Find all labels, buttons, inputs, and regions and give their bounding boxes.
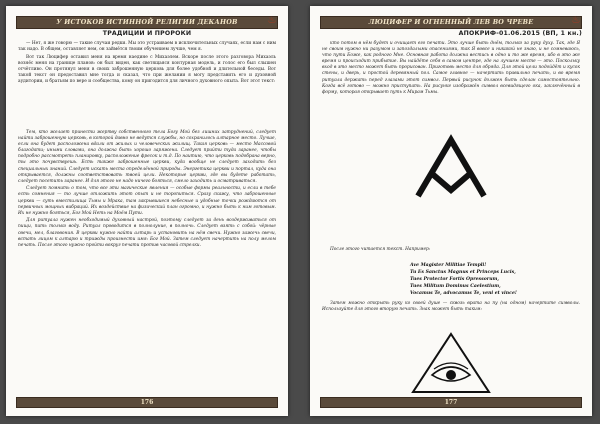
all-seeing-eye-icon [410,331,492,395]
paragraph: Вот так Люцифер оставил меня на время наедине с Михаэлем. Вскоре после этого разговора Михаэль вознёс меня на границе планов: он был виден, как светящаяся контурная модель, и голос его был слышен отчётливо. Он протянул меня в своих заброшенную церковь для более удобной и длительной беседы. Вот такой текст он предоставил мне тогда и сказал, что при желании я могу представить его и духовной аудитории, и братьям по вере и сообщества, кому он пригодится для личного духовного опыта. Вот этот текст: [18,54,276,85]
incantation-line: Ave Magister Militiae Templi! [410,263,487,268]
paragraph: — Нет, я же говорю — такие случаи редки. Мы это устраиваем в исключительных случаях, если нам с ним так надо. В общем, оставляет нем, он займётся твоим обучением лучше, чем я. [18,41,276,53]
right-page-number: 177 [320,397,582,408]
incantation-line: Tu Es Sanctus Magnus et Princeps Lucis, [410,270,516,275]
flame-icon: ♨ [571,15,581,26]
incantation-list [410,262,580,297]
incantation-line: Tues Protector Fortis Opressorum, [410,277,499,282]
left-page-number: 176 [16,397,278,408]
right-top-text [322,41,580,97]
left-page [6,6,288,416]
flame-icon: ♨ [267,15,277,26]
right-subtitle: АПОКРИФ-01.06.2015 (ВП, 1 кн.) [458,30,582,37]
paragraph: После этого читается текст. Например: [330,247,431,252]
right-middle-text [322,247,580,255]
left-header-title: У ИСТОКОВ ИСТИННОЙ РЕЛИГИИ ДЕКАНОВ [16,16,278,29]
right-bottom-text [322,301,580,315]
left-intro-text [18,41,276,87]
paragraph: Затем можно открыть руку ко своей душе — сквозь врата на пу (на одном) начертите символы. Используйте для этого вторую печать. Знак может быть таким: [322,301,580,313]
right-header-title: ЛЮЦИФЕР И ОГНЕННЫЙ ЛЕВ ВО ЧРЕВЕ [320,16,582,29]
left-subtitle: ТРАДИЦИИ И ПРОРОКИ [102,30,192,37]
paragraph: Для ритуала нужен необходимый духовный настрой, поэтому следует за день воздерживаться от пищи, пить только воду. Ритуал проводится в полнолуние, в полночь. Следует взять с собой: чёрные свечи, мел, благовония. В церкви нужно найти алтарь и установить на нём свечи. Нужно зажечь свечи, встать лицом к алтарю и трижды произнести имя: Бог Мой. Затем следует начертить на полу мелом печать. После этого нужно пройти вокруг печати против часовой стрелки. [18,218,276,248]
incantation-line: Vocamus Te, advocamus Te, veni et vince! [410,291,517,296]
sigil-symbol-icon [410,132,492,202]
incantation-line: Tues Militum Dominus Caelestium, [410,284,501,289]
paragraph: Тем, кто желает принести жертву собственного тела Богу Мой без лишних затруднений, следует найти заброшенную церковь, в которой давно не ведутся службы, но сохранилось алтарное место. Лучше, если она будет расположена вдали от жилых и человеческих жилищ. Такая церковь — место Массовой благодати; иными словами, она должна быть хорошо заряжена. Следует прийти туда заранее, чтобы подробно рассмотреть планировку, расположение фресок и т.д. По наитию, что церковь подобрана верно, ты это почувствуешь. Есть также заброшенные церкви, куда вообще не следует заходить без специальных знаний. Следует искать места определённой природы. Энергетика церкви и портал, куда она открывается, должны соответствовать твоей цели. Некоторые церкви, где вы будете работать, следует посетить заранее. И для этого не надо ничего бояться, смело заходить и осматриваться. [18,130,276,184]
right-page [310,6,592,416]
paragraph: кто потом в нём будет и очищает его печати. Это лучше быть днём, только за руку духу. Так, где Я не своим нужно ни разумом и запоздалыми опасениями, так Я вовсе и никакой не знаю, и не сомневаюсь, что пути Боже, как родного Мне. Основная работа должна вестись в одно и то же время, ибо в это же время и происходит прибытие. Вы найдёте себя в самом центре, где на лучшем месте — это. Поскольку вход в это место может быть прорисован. Приготовь место для обряда. Для этой цели подойдёт и кусок стены, и дверь, и простой деревянный пол. Самое главное — начертить правильно печать, и во время ритуала держать перед глазами этот символ. Первый рисунок должен быть сделан самостоятельно. Когда всё готово — можно приступать. На рисунке изображён символ всевидящего ока, заключённый в форму, которая открывает путь к Мирам Тьмы. [322,41,580,95]
paragraph: Следует помнить о том, что все эти магические явления — особые формы реальности, и если в тебе есть сомнения — то лучше отложить этот опыт и не торопиться. Сразу скажу, что заброшенные церкви — суть вместилища Тьмы и Мрака, там закрывшиеся небесные и удобные точки рождаются от первичных мощных вибраций. Их воздействие на физический план огромно, и нужно быть к ним готовым. Их не нужно бояться, Бог Мой Неть на Моём Пути. [18,186,276,216]
left-ritual-text [18,130,276,250]
